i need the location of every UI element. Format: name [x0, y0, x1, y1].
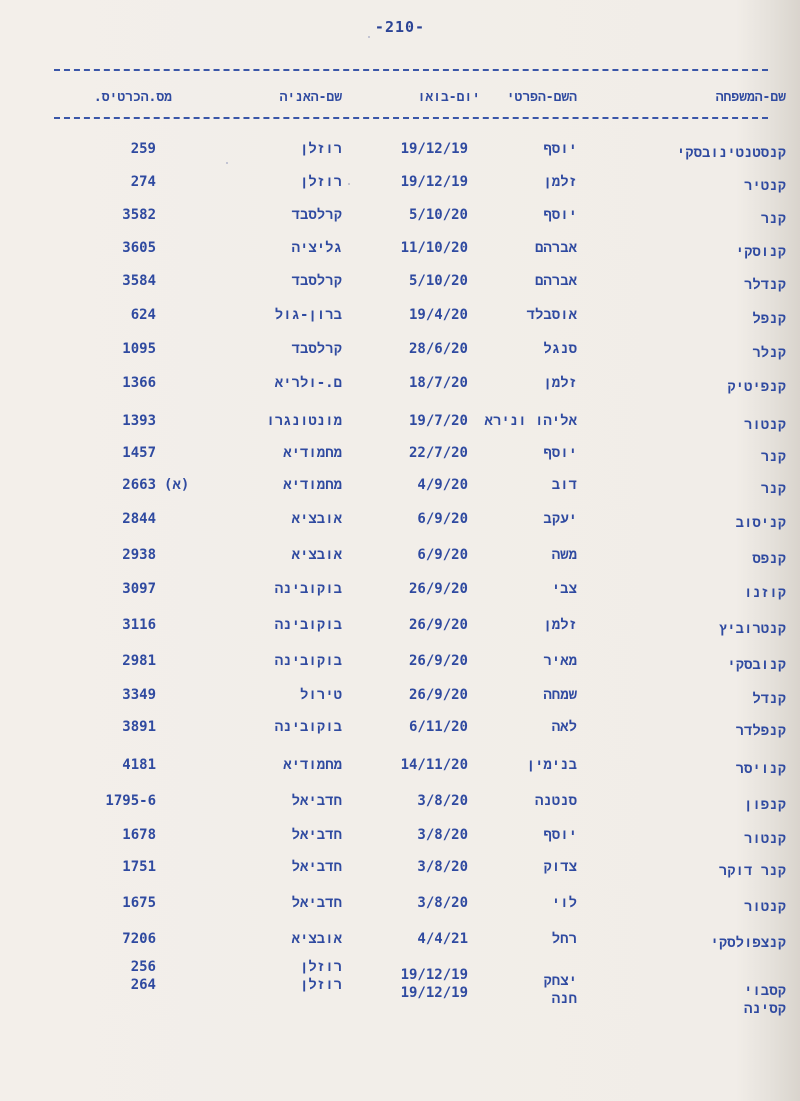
family-name: קנטור: [743, 417, 786, 433]
arrival-date: 6/9/20: [417, 511, 468, 527]
given-name: אברהם: [534, 240, 577, 256]
arrival-date: 6/11/20: [408, 719, 468, 735]
arrival-date: 28/6/20: [408, 341, 468, 357]
given-name: יוסף: [543, 207, 577, 223]
card-number: 2981: [122, 653, 156, 669]
family-name: קנצפולסקי: [710, 935, 786, 951]
given-name: בנימין: [526, 757, 577, 773]
card-number: 1095: [122, 341, 156, 357]
arrival-date: 26/9/20: [408, 617, 468, 633]
last-group: [0, 958, 800, 1018]
family-name: קנפלדר: [735, 723, 786, 739]
arrival-date: 11/10/20: [400, 240, 468, 256]
ship-name: רוזלן: [299, 977, 342, 993]
ship-name: חדביאל: [291, 827, 342, 843]
family-name: קנטיר: [743, 178, 786, 194]
given-name: צדוק: [543, 859, 577, 875]
family-name: קנדלר: [743, 277, 786, 293]
table-row: [0, 304, 800, 328]
ship-name: בוקובינה: [274, 581, 342, 597]
header-top-rule: [54, 69, 768, 71]
ship-name: מחמודיא: [283, 757, 342, 773]
ship-name: מחמודיא: [283, 445, 342, 461]
arrival-date: 19/12/19: [400, 985, 468, 1001]
card-number: 1795-6: [105, 793, 156, 809]
given-name: שמחה: [543, 687, 577, 703]
card-number: 7206: [122, 931, 156, 947]
ship-name: קרלסבד: [291, 273, 342, 289]
family-name: קסינה: [743, 1001, 786, 1017]
arrival-date: 19/7/20: [408, 413, 468, 429]
arrival-date: 19/12/19: [400, 141, 468, 157]
given-name: יוסף: [543, 827, 577, 843]
card-number: 3097: [122, 581, 156, 597]
given-name: יעקב: [543, 511, 577, 527]
ship-name: גליציה: [291, 240, 342, 256]
card-number: 1366: [122, 375, 156, 391]
table-row: [0, 790, 800, 814]
ship-name: רוזלן: [299, 141, 342, 157]
table-row: [0, 171, 800, 195]
card-number: 3605: [122, 240, 156, 256]
table-row: [0, 928, 800, 952]
arrival-date: 3/8/20: [417, 827, 468, 843]
table-row: [0, 372, 800, 396]
paper-speck: [368, 36, 370, 38]
table-row: [0, 856, 800, 880]
table-row: [0, 204, 800, 228]
table-row: [0, 650, 800, 674]
ship-name: רוזלן: [299, 959, 342, 975]
family-name: קנר: [760, 211, 786, 227]
given-name: זלמן: [543, 617, 577, 633]
card-number: 1393: [122, 413, 156, 429]
ship-name: בוקובינה: [274, 617, 342, 633]
ship-name: קרלסבד: [291, 341, 342, 357]
row-note: (א): [164, 477, 190, 493]
arrival-date: 26/9/20: [408, 653, 468, 669]
table-row: [0, 270, 800, 294]
family-name: קוזנו: [743, 585, 786, 601]
card-number: 3891: [122, 719, 156, 735]
header-card-number: מס.הכרטיס.: [93, 90, 172, 105]
family-name: קסבוי: [743, 983, 786, 999]
table-row: [0, 578, 800, 602]
arrival-date: 6/9/20: [417, 547, 468, 563]
given-name: יוסף: [543, 445, 577, 461]
arrival-date: 22/7/20: [408, 445, 468, 461]
ship-name: רוזלן: [299, 174, 342, 190]
header-given-name: השם-הפרטי: [506, 90, 577, 105]
family-name: קנר: [760, 449, 786, 465]
card-number: 3582: [122, 207, 156, 223]
page-number: -210-: [374, 18, 426, 36]
ship-name: בוקובינה: [274, 653, 342, 669]
ship-name: טירול: [299, 687, 342, 703]
arrival-date: 5/10/20: [408, 273, 468, 289]
table-row: [0, 508, 800, 532]
arrival-date: 26/9/20: [408, 581, 468, 597]
given-name: אליהו ונירא: [484, 413, 577, 429]
ship-name: אובציא: [291, 547, 342, 563]
card-number: 2844: [122, 511, 156, 527]
family-name: קנטור: [743, 831, 786, 847]
arrival-date: 3/8/20: [417, 793, 468, 809]
header-ship-name: שם-האניה: [279, 90, 342, 105]
ship-name: אובציא: [291, 931, 342, 947]
ship-name: חדביאל: [291, 859, 342, 875]
given-name: יוסף: [543, 141, 577, 157]
table-row: [0, 338, 800, 362]
given-name: דוב: [551, 477, 577, 493]
card-number: 256: [130, 959, 156, 975]
arrival-date: 3/8/20: [417, 895, 468, 911]
given-name: רחל: [551, 931, 577, 947]
ship-name: מחמודיא: [283, 477, 342, 493]
family-name: קנדל: [752, 691, 786, 707]
family-name: קנויסר: [735, 761, 786, 777]
table-row: [0, 410, 800, 434]
ship-name: ם.-ולריא: [274, 375, 342, 391]
header-bottom-rule: [54, 117, 768, 119]
given-name: לאה: [551, 719, 577, 735]
given-name: מאיר: [543, 653, 577, 669]
ship-name: חדביאל: [291, 793, 342, 809]
arrival-date: 26/9/20: [408, 687, 468, 703]
given-name: סנטנה: [534, 793, 577, 809]
card-number: 274: [130, 174, 156, 190]
given-name: לוי: [551, 895, 577, 911]
card-number: 1675: [122, 895, 156, 911]
family-name: קנוסקי: [735, 244, 786, 260]
table-row: [0, 754, 800, 778]
given-name: משה: [551, 547, 577, 563]
given-name: אוסבלד: [526, 307, 577, 323]
table-row: [0, 716, 800, 740]
family-name: קנובסקי: [727, 657, 786, 673]
table-row: [0, 237, 800, 261]
table-row: [0, 138, 800, 162]
card-number: 3584: [122, 273, 156, 289]
given-name: סנגל: [543, 341, 577, 357]
ship-name: ברון-גול: [274, 307, 342, 323]
family-name: קנר: [760, 481, 786, 497]
card-number: 1457: [122, 445, 156, 461]
given-name: חנה: [551, 991, 577, 1007]
arrival-date: 14/11/20: [400, 757, 468, 773]
table-row: [0, 544, 800, 568]
given-name: זלמן: [543, 174, 577, 190]
header-family-name: שם-המשפחה: [715, 90, 786, 105]
table-row: [0, 824, 800, 848]
arrival-date: 5/10/20: [408, 207, 468, 223]
family-name: קנר דוקר: [718, 863, 786, 879]
card-number: 624: [130, 307, 156, 323]
family-name: קנסטנטינובסקי: [676, 145, 786, 161]
family-name: קניסוב: [735, 515, 786, 531]
table-row: [0, 684, 800, 708]
card-number: 1751: [122, 859, 156, 875]
card-number: 4181: [122, 757, 156, 773]
ship-name: אובציא: [291, 511, 342, 527]
paper-speck: [348, 183, 350, 185]
card-number: 3116: [122, 617, 156, 633]
given-name: יצחק: [543, 973, 577, 989]
ship-name: חדביאל: [291, 895, 342, 911]
table-row: [0, 892, 800, 916]
header-arrival-date: יום-בואו: [417, 90, 480, 105]
arrival-date: 18/7/20: [408, 375, 468, 391]
arrival-date: 4/4/21: [417, 931, 468, 947]
given-name: צבי: [551, 581, 577, 597]
card-number: 2938: [122, 547, 156, 563]
family-name: קנפיטיק: [727, 379, 786, 395]
family-name: קנטור: [743, 899, 786, 915]
ship-name: מונטונגרו: [266, 413, 342, 429]
arrival-date: 4/9/20: [417, 477, 468, 493]
given-name: זלמן: [543, 375, 577, 391]
card-number: 2663: [122, 477, 156, 493]
family-name: קנלר: [752, 345, 786, 361]
card-number: 1678: [122, 827, 156, 843]
card-number: 259: [130, 141, 156, 157]
last-group-line-2: [0, 976, 800, 1017]
family-name: קנפל: [752, 311, 786, 327]
table-row: [0, 442, 800, 466]
table-row: [0, 614, 800, 638]
family-name: קנפון: [743, 797, 786, 813]
arrival-date: 19/12/19: [400, 967, 468, 983]
table-row: [0, 474, 800, 498]
ship-name: קרלסבד: [291, 207, 342, 223]
given-name: אברהם: [534, 273, 577, 289]
ship-name: בוקובינה: [274, 719, 342, 735]
family-name: קנפס: [752, 551, 786, 567]
arrival-date: 19/4/20: [408, 307, 468, 323]
card-number: 264: [130, 977, 156, 993]
paper-speck: [226, 162, 228, 164]
arrival-date: 3/8/20: [417, 859, 468, 875]
family-name: קנטרוביץ: [718, 621, 786, 637]
card-number: 3349: [122, 687, 156, 703]
arrival-date: 19/12/19: [400, 174, 468, 190]
table-header: [0, 87, 800, 111]
